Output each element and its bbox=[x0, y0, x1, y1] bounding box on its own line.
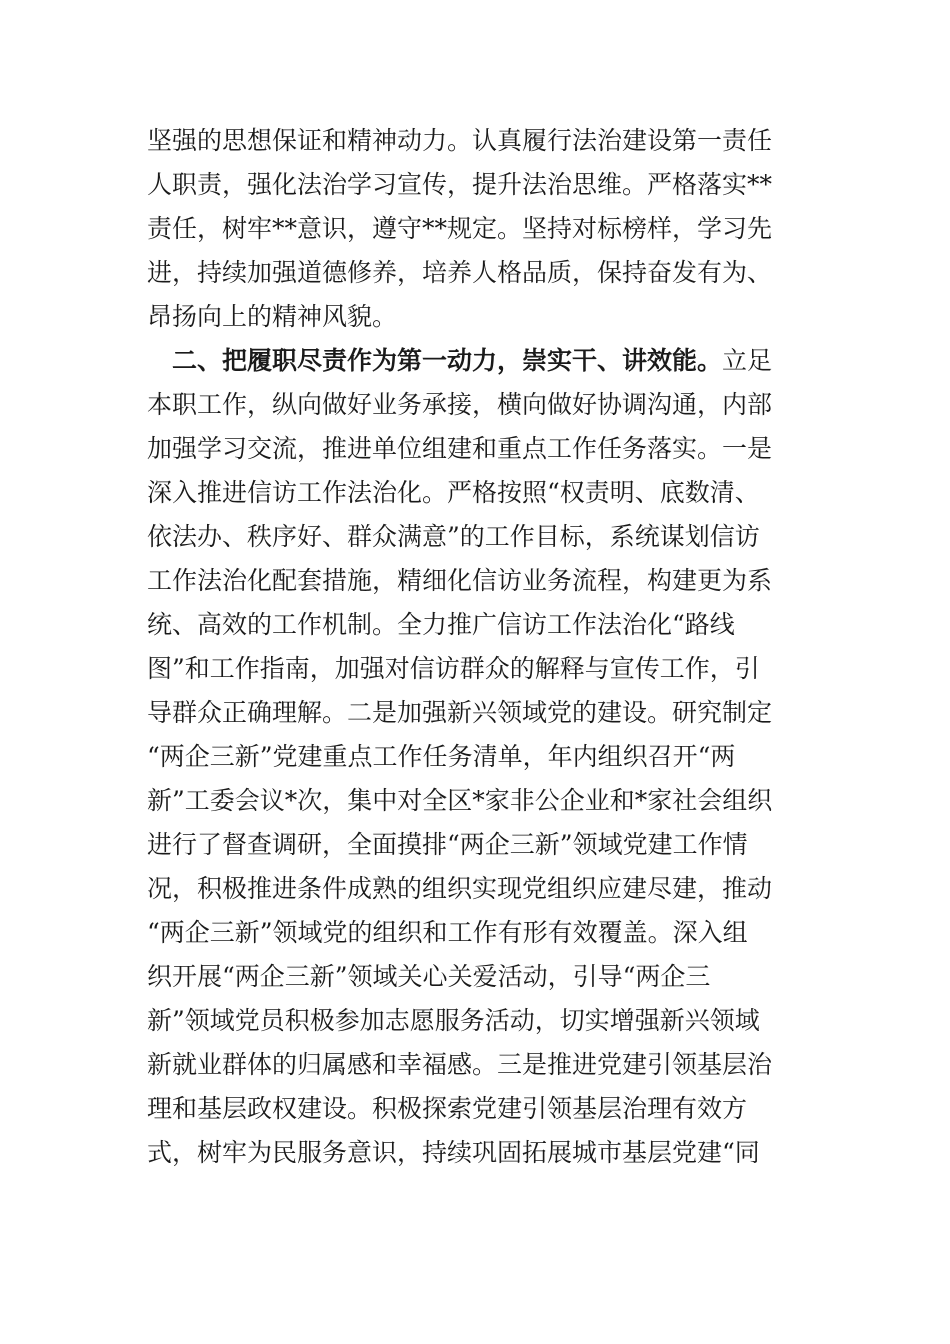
section-heading-line bbox=[172, 339, 772, 383]
text-line: 理和基层政权建设。积极探索党建引领基层治理有效方 bbox=[147, 1094, 748, 1123]
text-line: “两企三新”领域党的组织和工作有形有效覆盖。深入组 bbox=[147, 918, 748, 947]
text-line: 进行了督查调研，全面摸排“两企三新”领域党建工作情 bbox=[147, 830, 748, 859]
text-line: 坚强的思想保证和精神动力。认真履行法治建设第一责任 bbox=[147, 126, 773, 155]
text-line: 导群众正确理解。二是加强新兴领域党的建设。研究制定 bbox=[147, 698, 773, 727]
text-line: 工作法治化配套措施，精细化信访业务流程，构建更为系 bbox=[147, 566, 773, 595]
text-line: 本职工作，纵向做好业务承接，横向做好协调沟通，内部 bbox=[147, 390, 773, 419]
text-line: 统、高效的工作机制。全力推广信访工作法治化“路线 bbox=[147, 610, 735, 639]
text-line: 昂扬向上的精神风貌。 bbox=[147, 302, 398, 331]
text-line: 织开展“两企三新”领域关心关爱活动，引导“两企三 bbox=[147, 962, 711, 991]
section-heading-continuation: 立足 bbox=[722, 346, 773, 375]
text-line: 新就业群体的归属感和幸福感。三是推进党建引领基层治 bbox=[147, 1050, 773, 1079]
text-line: 进，持续加强道德修养，培养人格品质，保持奋发有为、 bbox=[147, 258, 773, 287]
text-line: 依法办、秩序好、群众满意”的工作目标，系统谋划信访 bbox=[147, 522, 760, 551]
text-line: 况，积极推进条件成熟的组织实现党组织应建尽建，推动 bbox=[147, 874, 773, 903]
text-line: “两企三新”党建重点工作任务清单，年内组织召开“两 bbox=[147, 742, 736, 771]
text-line: 式，树牢为民服务意识，持续巩固拓展城市基层党建“同 bbox=[147, 1138, 760, 1167]
text-line: 深入推进信访工作法治化。严格按照“权责明、底数清、 bbox=[147, 478, 760, 507]
text-line: 新”工委会议*次，集中对全区*家非公企业和*家社会组织 bbox=[147, 786, 773, 815]
text-line: 责任，树牢**意识，遵守**规定。坚持对标榜样，学习先 bbox=[147, 214, 773, 243]
text-line: 加强学习交流，推进单位组建和重点工作任务落实。一是 bbox=[147, 434, 773, 463]
text-line: 新”领域党员积极参加志愿服务活动，切实增强新兴领域 bbox=[147, 1006, 760, 1035]
text-line: 图”和工作指南，加强对信访群众的解释与宣传工作，引 bbox=[147, 654, 760, 683]
section-heading: 二、把履职尽责作为第一动力，崇实干、讲效能。 bbox=[172, 346, 723, 375]
text-line: 人职责，强化法治学习宣传，提升法治思维。严格落实** bbox=[147, 170, 773, 199]
